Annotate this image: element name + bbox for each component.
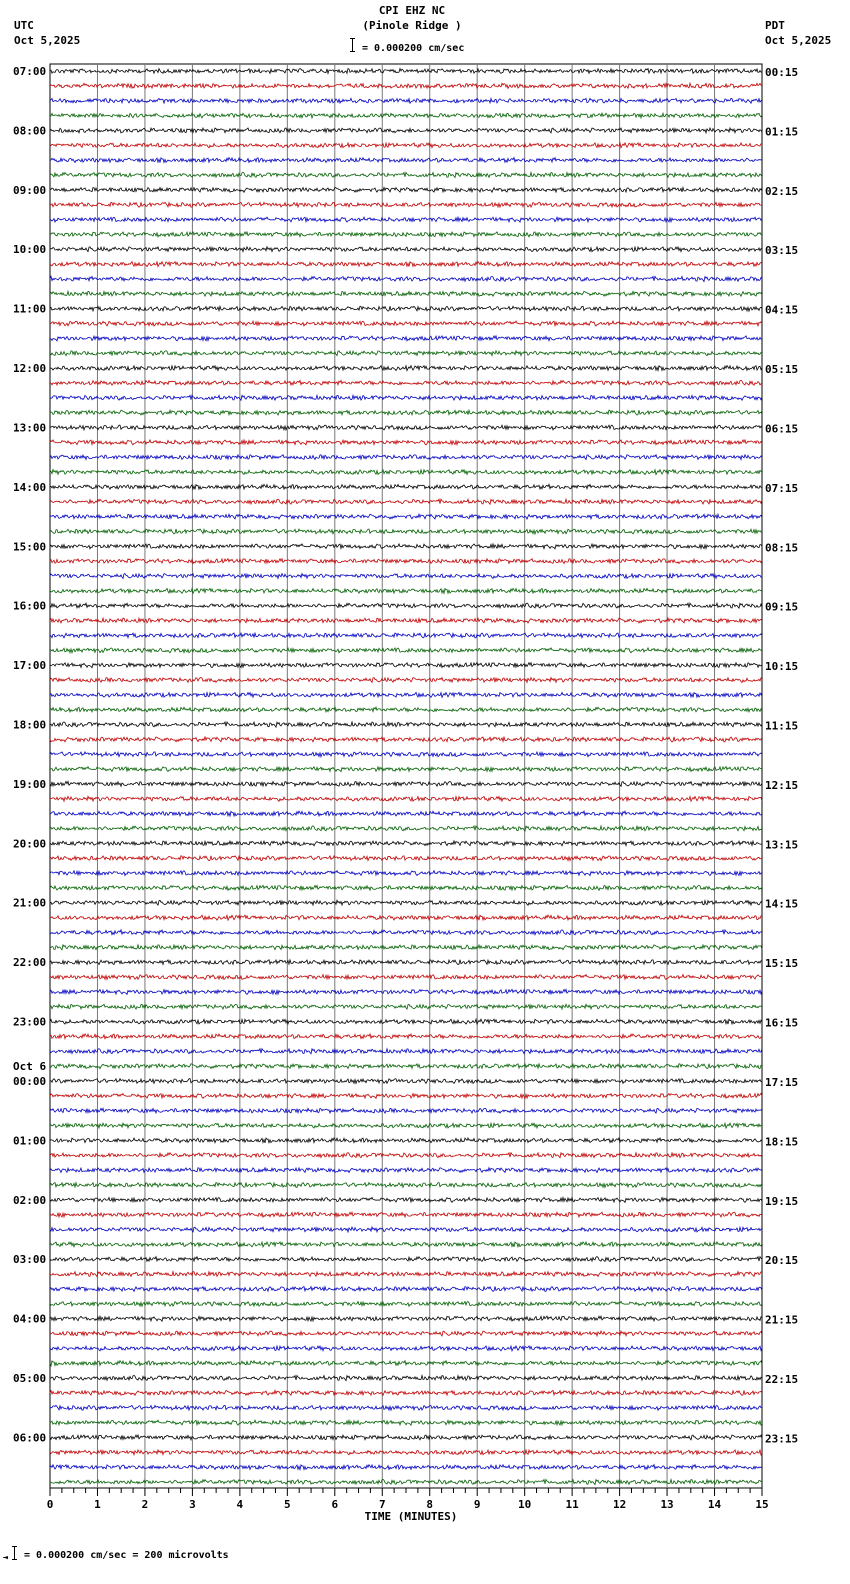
trace-line	[50, 588, 762, 593]
trace-line	[50, 380, 762, 385]
trace-line	[50, 692, 762, 697]
trace-line	[50, 514, 762, 519]
pdt-hour-label: 00:15	[765, 66, 799, 79]
pdt-hour-label: 21:15	[765, 1313, 799, 1327]
x-tick-label: 13	[660, 1498, 674, 1511]
trace-line	[50, 885, 762, 890]
utc-hour-label: 08:00	[13, 124, 47, 138]
x-tick-label: 7	[378, 1498, 386, 1511]
trace-line	[50, 1183, 762, 1188]
trace-line	[50, 1405, 762, 1410]
station-title: CPI EHZ NC	[378, 4, 446, 17]
trace-line	[50, 707, 762, 712]
utc-hour-label: 10:00	[13, 243, 47, 257]
trace-line	[50, 1361, 762, 1366]
footer-scale-bar-icon	[12, 1546, 17, 1560]
trace-line	[50, 1197, 762, 1202]
trace-line	[50, 663, 762, 668]
trace-line	[50, 989, 762, 994]
pdt-hour-label: 19:15	[765, 1194, 799, 1208]
trace-line	[50, 1093, 762, 1098]
trace-line	[50, 960, 762, 965]
trace-line	[50, 1272, 762, 1277]
trace-line	[50, 737, 762, 742]
trace-line	[50, 425, 762, 430]
utc-hour-label: 00:00	[13, 1074, 47, 1088]
pdt-hour-label: 22:15	[765, 1373, 799, 1387]
utc-hour-label: 19:00	[13, 777, 47, 791]
trace-line	[50, 395, 762, 400]
utc-hour-label: 15:00	[13, 540, 47, 554]
x-tick-label: 11	[565, 1498, 579, 1511]
x-tick-label: 10	[518, 1498, 532, 1511]
trace-line	[50, 1242, 762, 1247]
footer-arrow-icon: ⇥	[3, 1553, 9, 1563]
trace-line	[50, 915, 762, 920]
pdt-hour-label: 10:15	[765, 660, 799, 674]
pdt-hour-label: 20:15	[765, 1254, 799, 1268]
trace-line	[50, 321, 762, 326]
trace-line	[50, 440, 762, 445]
pdt-hour-label: 03:15	[765, 244, 799, 258]
trace-line	[50, 648, 762, 653]
trace-line	[50, 128, 762, 133]
right-timezone: PDT	[765, 19, 785, 32]
trace-line	[50, 811, 762, 816]
utc-hour-label: 04:00	[13, 1312, 47, 1326]
trace-line	[50, 232, 762, 237]
trace-line	[50, 1123, 762, 1128]
trace-line	[50, 975, 762, 980]
utc-hour-label: 05:00	[13, 1372, 47, 1386]
footer-scale-text: = 0.000200 cm/sec = 200 microvolts	[24, 1550, 229, 1561]
trace-line	[50, 767, 762, 772]
x-tick-label: 0	[46, 1498, 54, 1511]
trace-line	[50, 1346, 762, 1351]
trace-line	[50, 187, 762, 192]
trace-line	[50, 143, 762, 148]
trace-line	[50, 1420, 762, 1425]
trace-line	[50, 930, 762, 935]
trace-line	[50, 782, 762, 787]
trace-line	[50, 336, 762, 341]
pdt-hour-label: 04:15	[765, 303, 799, 317]
trace-line	[50, 826, 762, 831]
trace-line	[50, 158, 762, 163]
trace-line	[50, 1465, 762, 1470]
trace-line	[50, 841, 762, 846]
utc-hour-label: 21:00	[13, 896, 47, 910]
trace-line	[50, 544, 762, 549]
pdt-hour-label: 13:15	[765, 838, 799, 852]
trace-line	[50, 276, 762, 281]
trace-line	[50, 306, 762, 311]
trace-line	[50, 484, 762, 489]
trace-line	[50, 752, 762, 757]
trace-line	[50, 98, 762, 103]
pdt-hour-label: 01:15	[765, 125, 799, 139]
trace-line	[50, 1435, 762, 1440]
trace-line	[50, 499, 762, 504]
trace-line	[50, 722, 762, 727]
x-axis-label: TIME (MINUTES)	[364, 1510, 458, 1523]
utc-hour-label: 14:00	[13, 480, 47, 494]
pdt-hour-label: 23:15	[765, 1432, 799, 1446]
utc-hour-label: 22:00	[13, 956, 47, 970]
x-tick-label: 6	[331, 1498, 339, 1511]
utc-hour-label: 13:00	[13, 421, 47, 435]
trace-line	[50, 871, 762, 876]
trace-line	[50, 1108, 762, 1113]
pdt-hour-label: 05:15	[765, 363, 799, 377]
scale-text: = 0.000200 cm/sec	[362, 43, 465, 54]
trace-line	[50, 366, 762, 371]
pdt-hour-label: 07:15	[765, 481, 799, 495]
trace-line	[50, 603, 762, 608]
trace-line	[50, 1257, 762, 1262]
utc-hour-label: 11:00	[13, 302, 47, 316]
pdt-hour-label: 06:15	[765, 422, 799, 436]
station-site: (Pinole Ridge )	[362, 19, 462, 32]
x-tick-label: 12	[612, 1498, 627, 1511]
trace-line	[50, 1450, 762, 1455]
x-tick-label: 8	[426, 1498, 434, 1511]
trace-line	[50, 202, 762, 207]
utc-hour-label: 17:00	[13, 659, 47, 673]
utc-hour-label: 23:00	[13, 1015, 47, 1029]
pdt-hour-label: 02:15	[765, 184, 799, 198]
utc-hour-label: 20:00	[13, 837, 47, 851]
utc-hour-label: 18:00	[13, 718, 47, 732]
trace-line	[50, 900, 762, 905]
trace-line	[50, 1331, 762, 1336]
trace-line	[50, 574, 762, 579]
trace-line	[50, 470, 762, 475]
trace-line	[50, 633, 762, 638]
x-tick-label: 15	[755, 1498, 769, 1511]
pdt-hour-label: 16:15	[765, 1016, 799, 1030]
trace-line	[50, 291, 762, 296]
pdt-hour-label: 15:15	[765, 957, 799, 971]
utc-hour-label: 06:00	[13, 1431, 47, 1445]
pdt-hour-label: 09:15	[765, 600, 799, 614]
trace-line	[50, 113, 762, 118]
utc-hour-label: 01:00	[13, 1134, 47, 1148]
x-tick-label: 3	[189, 1498, 196, 1511]
utc-hour-label: 07:00	[13, 65, 47, 78]
trace-line	[50, 1049, 762, 1054]
trace-line	[50, 856, 762, 861]
trace-line	[50, 410, 762, 415]
trace-line	[50, 1479, 762, 1484]
trace-line	[50, 796, 762, 801]
trace-line	[50, 83, 762, 88]
trace-line	[50, 247, 762, 252]
trace-line	[50, 1376, 762, 1381]
pdt-hour-label: 18:15	[765, 1135, 799, 1149]
utc-hour-label: 12:00	[13, 362, 47, 376]
x-tick-label: 14	[707, 1498, 722, 1511]
trace-line	[50, 618, 762, 623]
trace-line	[50, 1212, 762, 1217]
trace-line	[50, 1019, 762, 1024]
trace-line	[50, 945, 762, 950]
trace-line	[50, 69, 762, 74]
utc-hour-label: 03:00	[13, 1253, 47, 1267]
trace-line	[50, 455, 762, 460]
trace-line	[50, 1064, 762, 1069]
x-tick-label: 1	[94, 1498, 101, 1511]
trace-line	[50, 1138, 762, 1143]
trace-line	[50, 1301, 762, 1306]
utc-hour-label: 02:00	[13, 1193, 47, 1207]
x-tick-label: 9	[473, 1498, 481, 1511]
right-date: Oct 5,2025	[765, 34, 832, 47]
pdt-hour-label: 12:15	[765, 778, 799, 792]
trace-line	[50, 1153, 762, 1158]
trace-line	[50, 559, 762, 564]
trace-line	[50, 1316, 762, 1321]
x-tick-label: 4	[236, 1498, 244, 1511]
trace-line	[50, 529, 762, 534]
trace-line	[50, 678, 762, 683]
trace-line	[50, 1391, 762, 1396]
utc-hour-label: 16:00	[13, 599, 47, 613]
pdt-hour-label: 11:15	[765, 719, 799, 733]
pdt-hour-label: 08:15	[765, 541, 799, 555]
trace-line	[50, 1079, 762, 1084]
trace-line	[50, 1287, 762, 1292]
pdt-hour-label: 14:15	[765, 897, 799, 911]
pdt-hour-label: 17:15	[765, 1075, 799, 1089]
utc-hour-label: 09:00	[13, 183, 47, 197]
left-date: Oct 5,2025	[14, 34, 81, 47]
date-change-label: Oct 6	[13, 1059, 47, 1073]
trace-line	[50, 262, 762, 267]
trace-line	[50, 1227, 762, 1232]
trace-line	[50, 217, 762, 222]
trace-line	[50, 1168, 762, 1173]
trace-line	[50, 1004, 762, 1009]
trace-line	[50, 1034, 762, 1039]
left-timezone: UTC	[14, 19, 34, 32]
x-tick-label: 5	[284, 1498, 291, 1511]
trace-line	[50, 351, 762, 356]
trace-line	[50, 172, 762, 177]
x-tick-label: 2	[141, 1498, 149, 1511]
